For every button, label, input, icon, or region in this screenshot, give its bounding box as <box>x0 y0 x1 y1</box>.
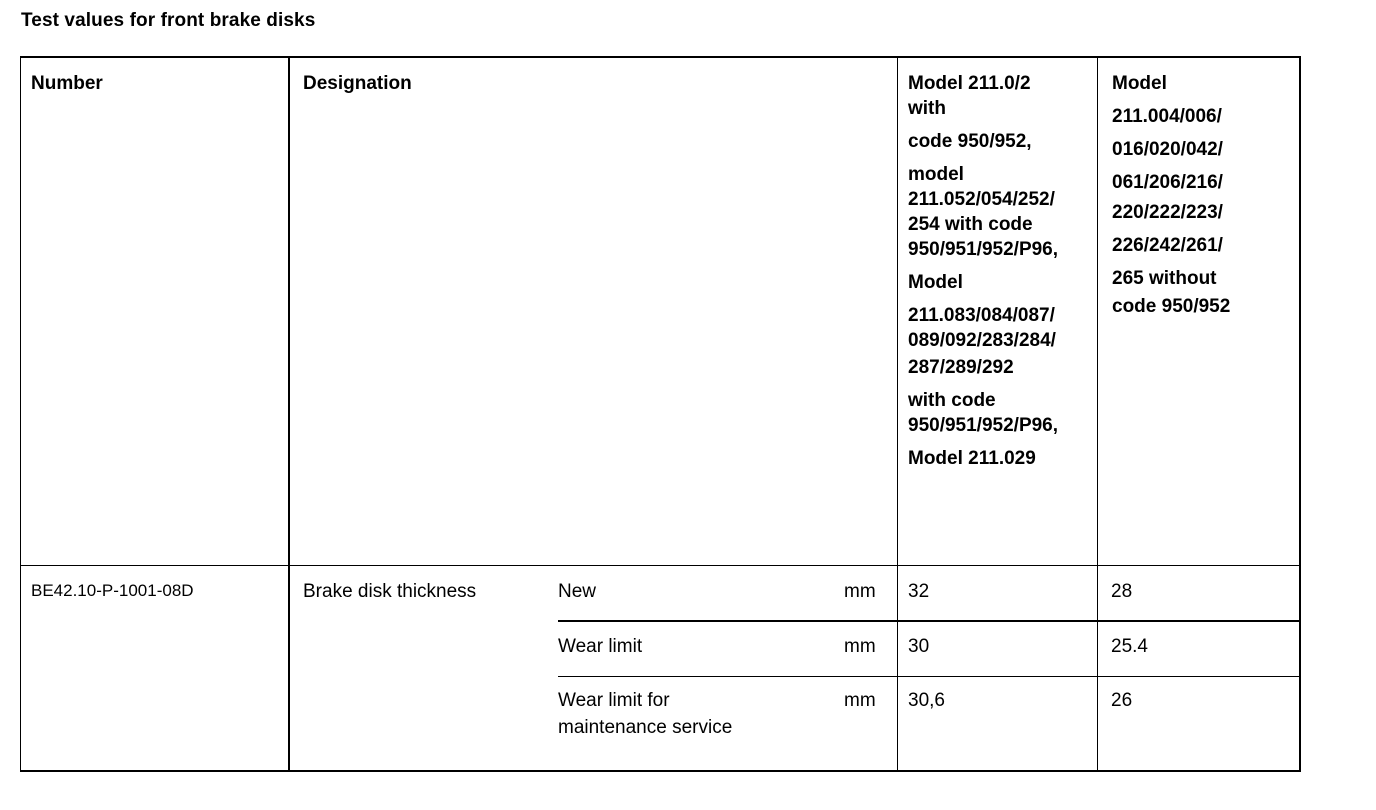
header-model-a-line: 254 with code <box>908 214 1033 235</box>
row-item-unit: mm <box>844 636 876 657</box>
row-item-value-a: 32 <box>908 581 930 602</box>
header-model-b-line: 016/020/042/ <box>1112 139 1223 160</box>
header-model-b-line: 211.004/006/ <box>1112 106 1222 127</box>
header-model-a <box>908 71 1058 471</box>
row-item-value-a: 30 <box>908 636 930 657</box>
table-border-top <box>20 56 1301 58</box>
row-item-value-b: 25.4 <box>1111 636 1148 657</box>
row-item-label: Wear limit for <box>558 690 670 711</box>
header-designation: Designation <box>303 73 412 94</box>
row-item-label: New <box>558 581 597 602</box>
header-model-a-line: with <box>908 98 946 119</box>
header-model-a-line: 089/092/283/284/ <box>908 330 1056 351</box>
row-item-value-b: 28 <box>1111 581 1133 602</box>
header-model-b-line: Model <box>1112 73 1167 94</box>
header-model-a-line: 287/289/292 <box>908 357 1014 378</box>
row-item-label: Wear limit <box>558 636 643 657</box>
header-model-a-line: 950/951/952/P96, <box>908 239 1059 260</box>
header-model-b-line: 265 without <box>1112 268 1217 289</box>
header-model-a-line: model <box>908 164 964 185</box>
table-border-right <box>1299 56 1301 772</box>
row-divider-2 <box>558 676 1301 677</box>
header-model-b-line: 226/242/261/ <box>1112 235 1223 256</box>
header-model-a-line: 950/951/952/P96, <box>908 415 1059 436</box>
row-item-value-b: 26 <box>1111 690 1133 711</box>
table-border-bottom <box>20 770 1301 772</box>
header-model-b-line: 061/206/216/ <box>1112 172 1223 193</box>
row-item-unit: mm <box>844 690 876 711</box>
header-model-a-line: Model 211.029 <box>908 448 1036 469</box>
table-header-divider <box>20 565 1301 566</box>
row-item-value-a: 30,6 <box>908 690 945 711</box>
header-model-b <box>1112 71 1230 319</box>
row-item-unit: mm <box>844 581 876 602</box>
header-model-b-line: code 950/952 <box>1112 296 1231 317</box>
header-number: Number <box>31 73 103 94</box>
header-model-a-line: 211.083/084/087/ <box>908 305 1055 326</box>
row-item-label: maintenance service <box>558 717 733 738</box>
col-divider-number <box>288 56 290 772</box>
header-model-a-line: Model <box>908 272 963 293</box>
header-model-b-line: 220/222/223/ <box>1112 202 1223 223</box>
table-border-left <box>20 56 21 772</box>
col-divider-designation <box>897 56 898 772</box>
document-title: Test values for front brake disks <box>21 10 316 31</box>
header-model-a-line: 211.052/054/252/ <box>908 189 1055 210</box>
header-model-a-line: Model 211.0/2 <box>908 73 1031 94</box>
row-divider-1 <box>558 620 1301 622</box>
row-designation: Brake disk thickness <box>303 581 477 602</box>
row-number: BE42.10-P-1001-08D <box>31 581 194 600</box>
header-model-a-line: with code <box>908 390 996 411</box>
header-model-a-line: code 950/952, <box>908 131 1032 152</box>
col-divider-model-a <box>1097 56 1098 772</box>
